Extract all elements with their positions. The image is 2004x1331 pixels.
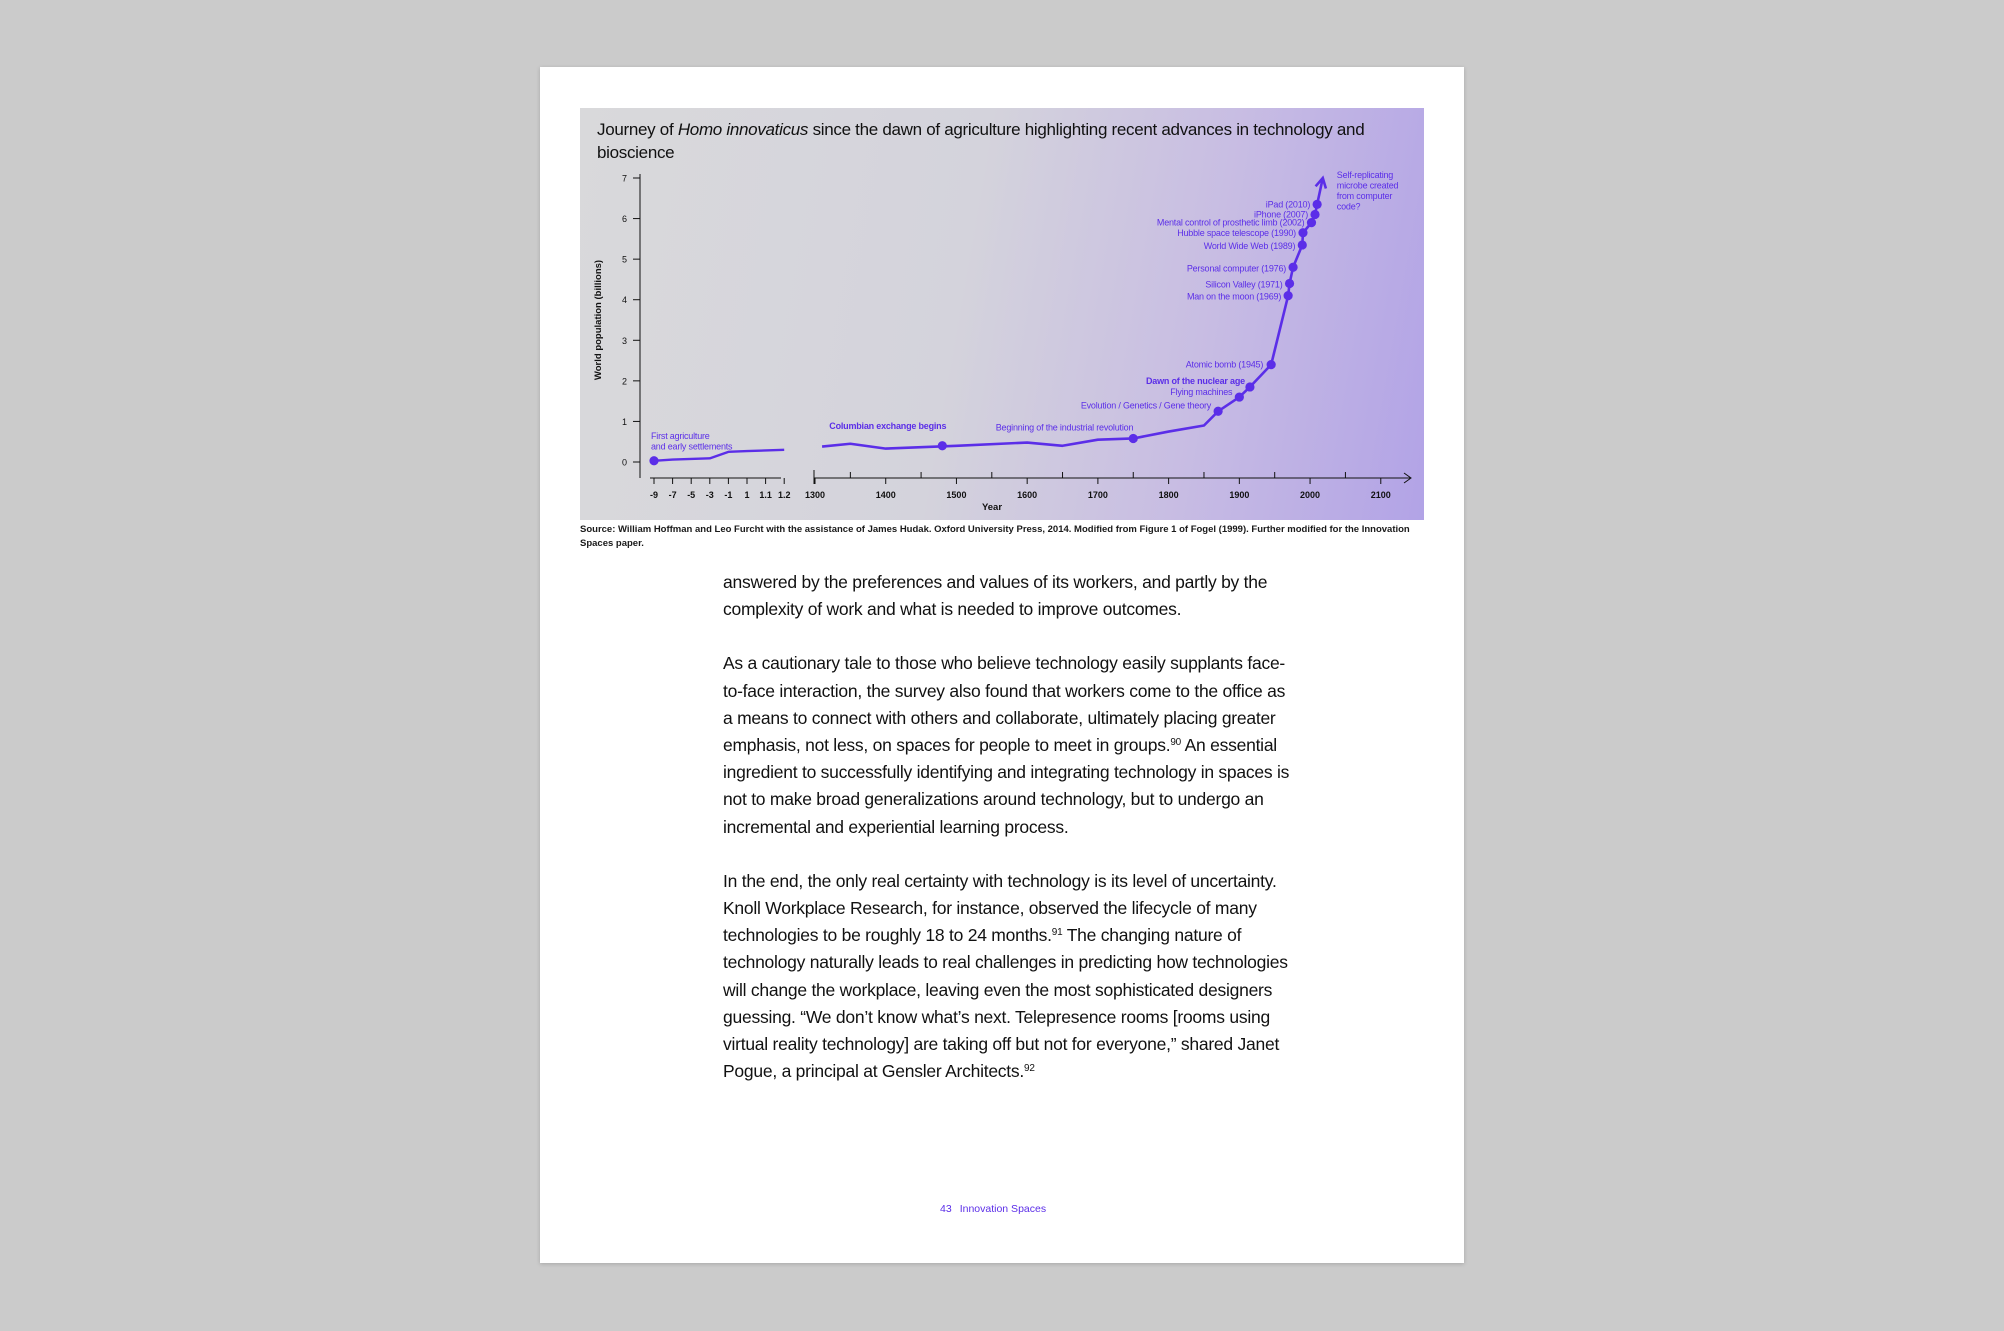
annotation-11-line-0: Hubble space telescope (1990) [1177,227,1296,238]
annotation-5-line-0: Dawn of the nuclear age [1146,375,1245,386]
paragraph-1 [723,569,1293,623]
x-tick-label-ancient-3: -3 [705,490,714,500]
data-point-13 [1310,210,1319,219]
figure-panel [580,108,1424,520]
annotation-0-line-1: and early settlements [651,441,733,452]
x-tick-label-ancient-1: -7 [668,490,677,500]
annotation-2-line-0: Beginning of the industrial revolution [995,422,1134,433]
annotation-15-line-1: microbe created [1336,180,1399,191]
paragraph-3-text-b: The changing nature of technology naturally leads to real challenges in predicting how technologies will change the workplace, leaving even the most sophisticated designers guessing. “We don’t know what’s next. Telepresence rooms [rooms using virtual reality technology] are taking off but not for everyone,” shared Janet Pogue, a principal at Gensler Architects. [723,925,1288,1082]
annotation-1-line-0: Columbian exchange begins [829,420,947,431]
annotation-3 [1081,400,1212,410]
x-tick-label-1900: 1900 [1229,490,1250,500]
annotation-4 [1170,387,1233,397]
page-number: 43 [940,1203,952,1215]
body-text [723,569,1293,1112]
figure-title-suffix: since the dawn of agriculture highlighting recent advances in technology and bioscience [597,120,1365,162]
x-tick-label-2000: 2000 [1300,490,1321,500]
data-point-14 [1313,200,1322,209]
x-tick-label-ancient-0: -9 [649,490,659,500]
annotation-15 [1337,170,1399,212]
annotation-10-line-0: World Wide Web (1989) [1203,240,1296,251]
annotation-12-line-0: Mental control of prosthetic limb (2002) [1156,217,1305,228]
figure-source-note: Source: William Hoffman and Leo Furcht with the assistance of James Hudak. Oxford University Press, 2014. Modified from Figure 1 of Fogel (1999). Further modified for the Innovation Spaces paper. [580,524,1410,549]
data-point-3 [1214,407,1223,416]
x-tick-label-1600: 1600 [1017,490,1038,500]
x-tick-label-ancient-7: 1.2 [777,490,791,500]
annotation-15-line-2: from computer [1336,191,1393,201]
x-tick-label-1800: 1800 [1158,490,1179,500]
data-point-9 [1288,263,1297,272]
series-line-ancient [654,450,784,461]
y-axis-label: World population (billions) [593,259,604,381]
annotation-7-line-0: Man on the moon (1969) [1186,291,1282,302]
annotation-11 [1177,228,1296,238]
x-tick-label-2100: 2100 [1370,490,1391,500]
figure-title-italic: Homo innovaticus [677,120,809,139]
population-line-chart [580,108,1424,520]
data-point-8 [1285,279,1294,288]
y-tick-label-4: 4 [621,295,627,306]
annotation-1 [829,421,946,431]
annotation-14 [1266,199,1311,209]
x-tick-label-1500: 1500 [946,490,967,500]
paragraph-2 [723,650,1293,840]
data-point-1 [938,441,947,450]
data-point-4 [1235,392,1244,401]
annotation-9-line-0: Personal computer (1976) [1186,263,1287,274]
paragraph-3-text-a: In the end, the only real certainty with technology is its level of uncertainty. Knoll Workplace Research, for instance, observed the lifecycle of many technologies to be roughly 18 to 24 months. [723,870,1277,946]
y-tick-label-5: 5 [621,254,627,265]
data-point-12 [1307,218,1316,227]
data-point-7 [1284,291,1293,300]
annotation-7 [1187,292,1281,302]
x-tick-label-1700: 1700 [1087,490,1108,500]
data-point-0 [649,456,658,465]
data-point-6 [1267,360,1276,369]
document-page [540,67,1464,1263]
y-tick-label-7: 7 [621,173,627,184]
y-tick-label-6: 6 [621,214,627,225]
annotation-4-line-0: Flying machines [1170,387,1233,398]
paragraph-2-text-a: As a cautionary tale to those who believe technology easily supplants face-to-face interaction, the survey also found that workers come to the office as a means to connect with others and collaborate, ultimately placing greater emphasis, not less, on spaces for people to meet in groups. [723,653,1286,756]
annotation-15-line-0: Self-replicating [1336,170,1394,180]
page-footer [940,1203,1046,1215]
x-tick-label-ancient-2: -5 [687,490,696,500]
paragraph-3 [723,868,1293,1086]
x-tick-label-ancient-4: -1 [724,490,733,500]
y-tick-label-1: 1 [621,416,627,427]
data-point-5 [1245,382,1254,391]
annotation-10 [1204,241,1296,251]
annotation-5 [1146,376,1245,386]
footnote-ref-91[interactable]: 91 [1051,927,1063,939]
figure-title-prefix: Journey of [597,120,678,139]
annotation-8-line-0: Silicon Valley (1971) [1205,279,1283,290]
footnote-ref-90[interactable]: 90 [1170,737,1181,749]
annotation-14-line-0: iPad (2010) [1265,199,1311,210]
annotation-13 [1254,210,1308,220]
x-tick-label-1400: 1400 [875,490,896,500]
annotation-9 [1187,263,1286,273]
x-tick-label-ancient-6: 1.1 [759,490,772,500]
x-tick-label-1300: 1300 [804,490,826,500]
annotation-15-line-3: code? [1336,201,1361,212]
paragraph-1-text: answered by the preferences and values of its workers, and partly by the complexity of work and what is needed to improve outcomes. [723,572,1268,620]
data-point-10 [1298,240,1307,249]
x-axis-label: Year [981,502,1003,513]
x-tick-label-ancient-5: 1 [744,490,750,500]
annotation-0 [651,431,733,452]
y-tick-label-2: 2 [621,376,627,387]
annotation-0-line-0: First agriculture [651,430,710,441]
annotation-13-line-0: iPhone (2007) [1254,209,1309,220]
y-tick-label-3: 3 [621,335,627,346]
data-point-2 [1129,434,1138,443]
annotation-6 [1186,360,1264,370]
publication-name: Innovation Spaces [959,1203,1047,1215]
paragraph-2-text-b: An essential ingredient to successfully identifying and integrating technology in spaces is not to make broad generalizations around technology, but to undergo an incremental and experiential learning process. [723,735,1290,837]
y-tick-label-0: 0 [621,457,627,468]
annotation-3-line-0: Evolution / Genetics / Gene theory [1080,400,1212,411]
annotation-8 [1205,279,1282,289]
data-point-11 [1298,228,1307,237]
annotation-2 [996,422,1134,432]
footnote-ref-92[interactable]: 92 [1024,1063,1035,1075]
annotation-6-line-0: Atomic bomb (1945) [1185,359,1264,370]
